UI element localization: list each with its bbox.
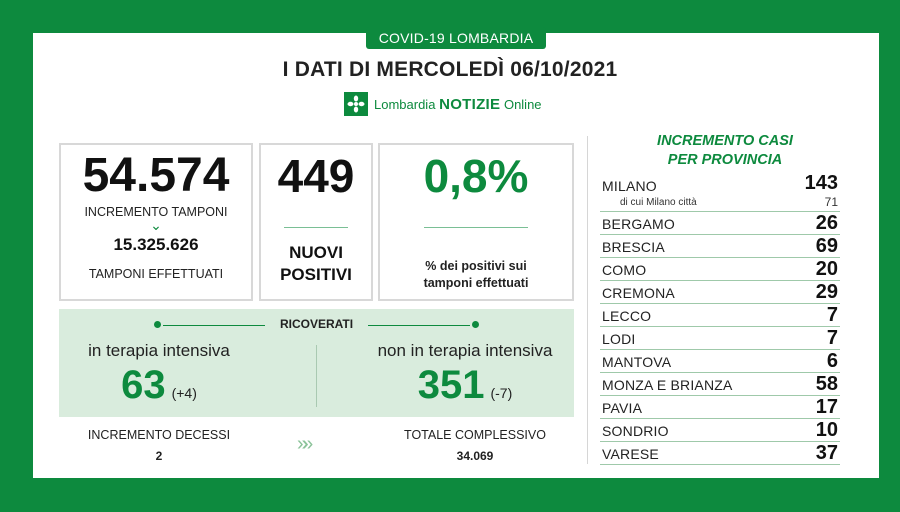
- province-value: 26: [815, 212, 838, 234]
- province-value: 7: [826, 327, 838, 349]
- ricoverati-label: RICOVERATI: [279, 317, 354, 331]
- province-name: LODI: [602, 331, 636, 347]
- positivi-box: [259, 143, 373, 301]
- tamponi-total-label: TAMPONI EFFETTUATI: [88, 267, 224, 281]
- positivi-label-2: POSITIVI: [280, 265, 352, 284]
- province-name: VARESE: [602, 446, 659, 462]
- province-value: 143: [804, 172, 838, 194]
- province-list: [600, 174, 840, 465]
- region-badge: COVID-19 LOMBARDIA: [366, 27, 546, 49]
- province-row-pavia: [600, 396, 840, 419]
- province-row-sondrio: [600, 419, 840, 442]
- positivi-value: 449: [277, 150, 355, 202]
- province-value: 10: [815, 419, 838, 441]
- province-value: 7: [826, 304, 838, 326]
- province-name: MANTOVA: [602, 354, 672, 370]
- non-terapia-intensiva-delta: (-7): [490, 385, 513, 401]
- province-value: 69: [815, 235, 838, 257]
- province-value: 58: [815, 373, 838, 395]
- province-name: BRESCIA: [602, 239, 665, 255]
- non-terapia-intensiva-label: non in terapia intensiva: [377, 341, 553, 360]
- province-row-milano: [600, 174, 840, 212]
- province-name: PAVIA: [602, 400, 643, 416]
- province-name: SONDRIO: [602, 423, 669, 439]
- tamponi-total-value: 15.325.626: [113, 235, 199, 254]
- page-title: I DATI DI MERCOLEDÌ 06/10/2021: [282, 58, 618, 81]
- province-value: 29: [815, 281, 838, 303]
- ricoverati-line-right: [368, 325, 470, 326]
- province-title-line1: INCREMENTO CASI: [657, 133, 793, 149]
- percentuale-value: 0,8%: [423, 150, 529, 202]
- non-terapia-intensiva-value: 351: [417, 363, 485, 407]
- province-row-lodi: [600, 327, 840, 350]
- province-row-lecco: [600, 304, 840, 327]
- incremento-decessi-label: INCREMENTO DECESSI: [87, 428, 231, 442]
- province-row-cremona: [600, 281, 840, 304]
- totale-complessivo-value: 34.069: [456, 449, 494, 463]
- province-name: MONZA E BRIANZA: [602, 377, 733, 393]
- positivi-label-1: NUOVI: [289, 243, 343, 262]
- province-name: MILANO: [602, 178, 657, 194]
- province-title-line2: PER PROVINCIA: [667, 152, 783, 168]
- milano-citta-value: 71: [824, 195, 838, 209]
- province-value: 17: [815, 396, 838, 418]
- lombardia-flower-icon: [344, 92, 368, 116]
- province-row-mantova: [600, 350, 840, 373]
- terapia-intensiva-label: in terapia intensiva: [88, 341, 230, 360]
- province-row-bergamo: [600, 212, 840, 235]
- percentuale-separator: [424, 227, 528, 228]
- province-value: 20: [815, 258, 838, 280]
- province-value: 6: [826, 350, 838, 372]
- ricoverati-divider: [316, 345, 317, 407]
- province-name: LECCO: [602, 308, 652, 324]
- province-title: [604, 132, 846, 170]
- tamponi-increment-label: INCREMENTO TAMPONI: [84, 205, 228, 219]
- province-row-varese: [600, 442, 840, 465]
- totale-complessivo-label: TOTALE COMPLESSIVO: [404, 428, 546, 442]
- percentuale-label-1: % dei positivi sui: [425, 259, 527, 273]
- terapia-intensiva-delta: (+4): [171, 385, 197, 401]
- province-name: BERGAMO: [602, 216, 675, 232]
- incremento-decessi-value: 2: [155, 449, 163, 463]
- triple-arrow-icon: »»: [297, 433, 308, 455]
- percentuale-label-2: tamponi effettuati: [423, 276, 529, 290]
- tamponi-increment-value: 54.574: [82, 149, 230, 202]
- terapia-intensiva-value: 63: [121, 363, 166, 407]
- positivi-separator: [284, 227, 348, 228]
- logo-prefix: Lombardia: [374, 96, 436, 112]
- lombardia-notizie-logo: [344, 92, 542, 116]
- province-row-brescia: [600, 235, 840, 258]
- terapia-intensiva-block: [59, 341, 259, 408]
- milano-citta-label: di cui Milano città: [620, 197, 697, 208]
- ricoverati-dot-right: [472, 321, 479, 328]
- logo-bold: NOTIZIE: [439, 95, 501, 113]
- logo-suffix: Online: [503, 96, 542, 112]
- column-divider: [587, 136, 588, 464]
- chevron-down-icon: ⌄: [150, 217, 162, 233]
- non-terapia-intensiva-block: [359, 341, 571, 408]
- province-row-como: [600, 258, 840, 281]
- province-name: CREMONA: [602, 285, 675, 301]
- province-name: COMO: [602, 262, 647, 278]
- percentuale-box: [378, 143, 574, 301]
- ricoverati-panel: [59, 309, 574, 417]
- province-row-monza-brianza: [600, 373, 840, 396]
- tamponi-box: [59, 143, 253, 301]
- province-value: 37: [815, 442, 838, 464]
- logo-text: [374, 96, 542, 113]
